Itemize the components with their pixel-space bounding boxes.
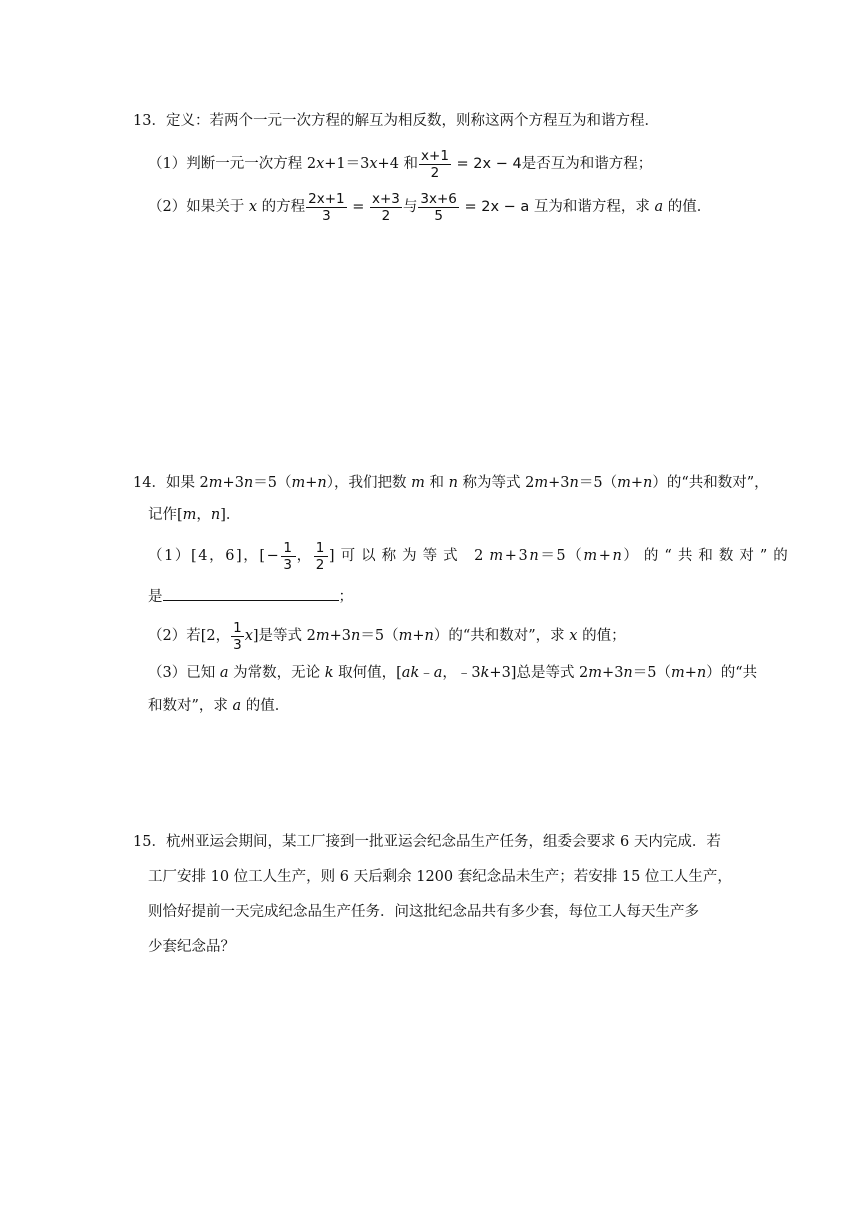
q14-part1-line1: （1）[4，6]，[− $\frac{1}{3}$ ， $\frac{1}{2}$ ]可以称为等式 2m+3n＝5（m+n）的“共和数对”的 [148, 539, 794, 573]
q14-stem-line2: 记作[m，n]． [148, 507, 241, 523]
fraction: $\frac{1}{2}$ [315, 539, 326, 573]
q14-part1-line2: 是 ； [148, 586, 353, 607]
q14-stem-line1: 14．如果 2m+3n＝5（m+n），我们把数 m 和 n 称为等式 2m+3n＝5（m+n）的“共和数对”， [133, 475, 769, 491]
q14-part3-line2: 和数对”，求 a 的值． [148, 698, 290, 714]
q13-stem: 13．定义：若两个一元一次方程的解互为相反数，则称这两个方程互为和谐方程． [133, 113, 659, 129]
q15-line2: 工厂安排 10 位工人生产，则 6 天后剩余 1200 套纪念品未生产；若安排 15 位工人生产， [148, 869, 732, 885]
q15-line1: 15．杭州亚运会期间，某工厂接到一批亚运会纪念品生产任务，组委会要求 6 天内完成．若 [133, 834, 721, 850]
q14-part2: （2）若[2， $\frac{1}{3}$ x]是等式 2m+3n＝5（m+n）的“共和数对”，求 x 的值； [148, 619, 626, 653]
q14-part3-line1: （3）已知 a 为常数，无论 k 取何值，[ak﹣a，﹣3k+3]总是等式 2m+3n＝5（m+n）的“共 [148, 665, 758, 681]
fraction: $\frac{x+3}{2}$ [372, 190, 400, 224]
fraction: $\frac{1}{3}$ [283, 539, 294, 573]
q15-line3: 则恰好提前一天完成纪念品生产任务．问这批纪念品共有多少套，每位工人每天生产多 [148, 904, 699, 920]
q15-line4: 少套纪念品？ [148, 939, 235, 955]
q13-part1: （1）判断一元一次方程 2x+1＝3x+4 和 $\frac{x+1}{2}$ = 2x − 4是否互为和谐方程； [148, 147, 653, 181]
fraction: $\frac{1}{3}$ [233, 619, 242, 653]
q13-part2: （2）如果关于 x 的方程 $\frac{2x+1}{3}$ = $\frac{x+3}{2}$ 与 $\frac{3x+6}{5}$ = 2x − a 互为和谐方程，求 a 的值． [148, 190, 712, 224]
fraction: $\frac{2x+1}{3}$ [308, 190, 345, 224]
answer-blank[interactable] [163, 586, 339, 601]
fraction: $\frac{3x+6}{5}$ [420, 190, 457, 224]
fraction: $\frac{x+1}{2}$ [421, 147, 449, 181]
